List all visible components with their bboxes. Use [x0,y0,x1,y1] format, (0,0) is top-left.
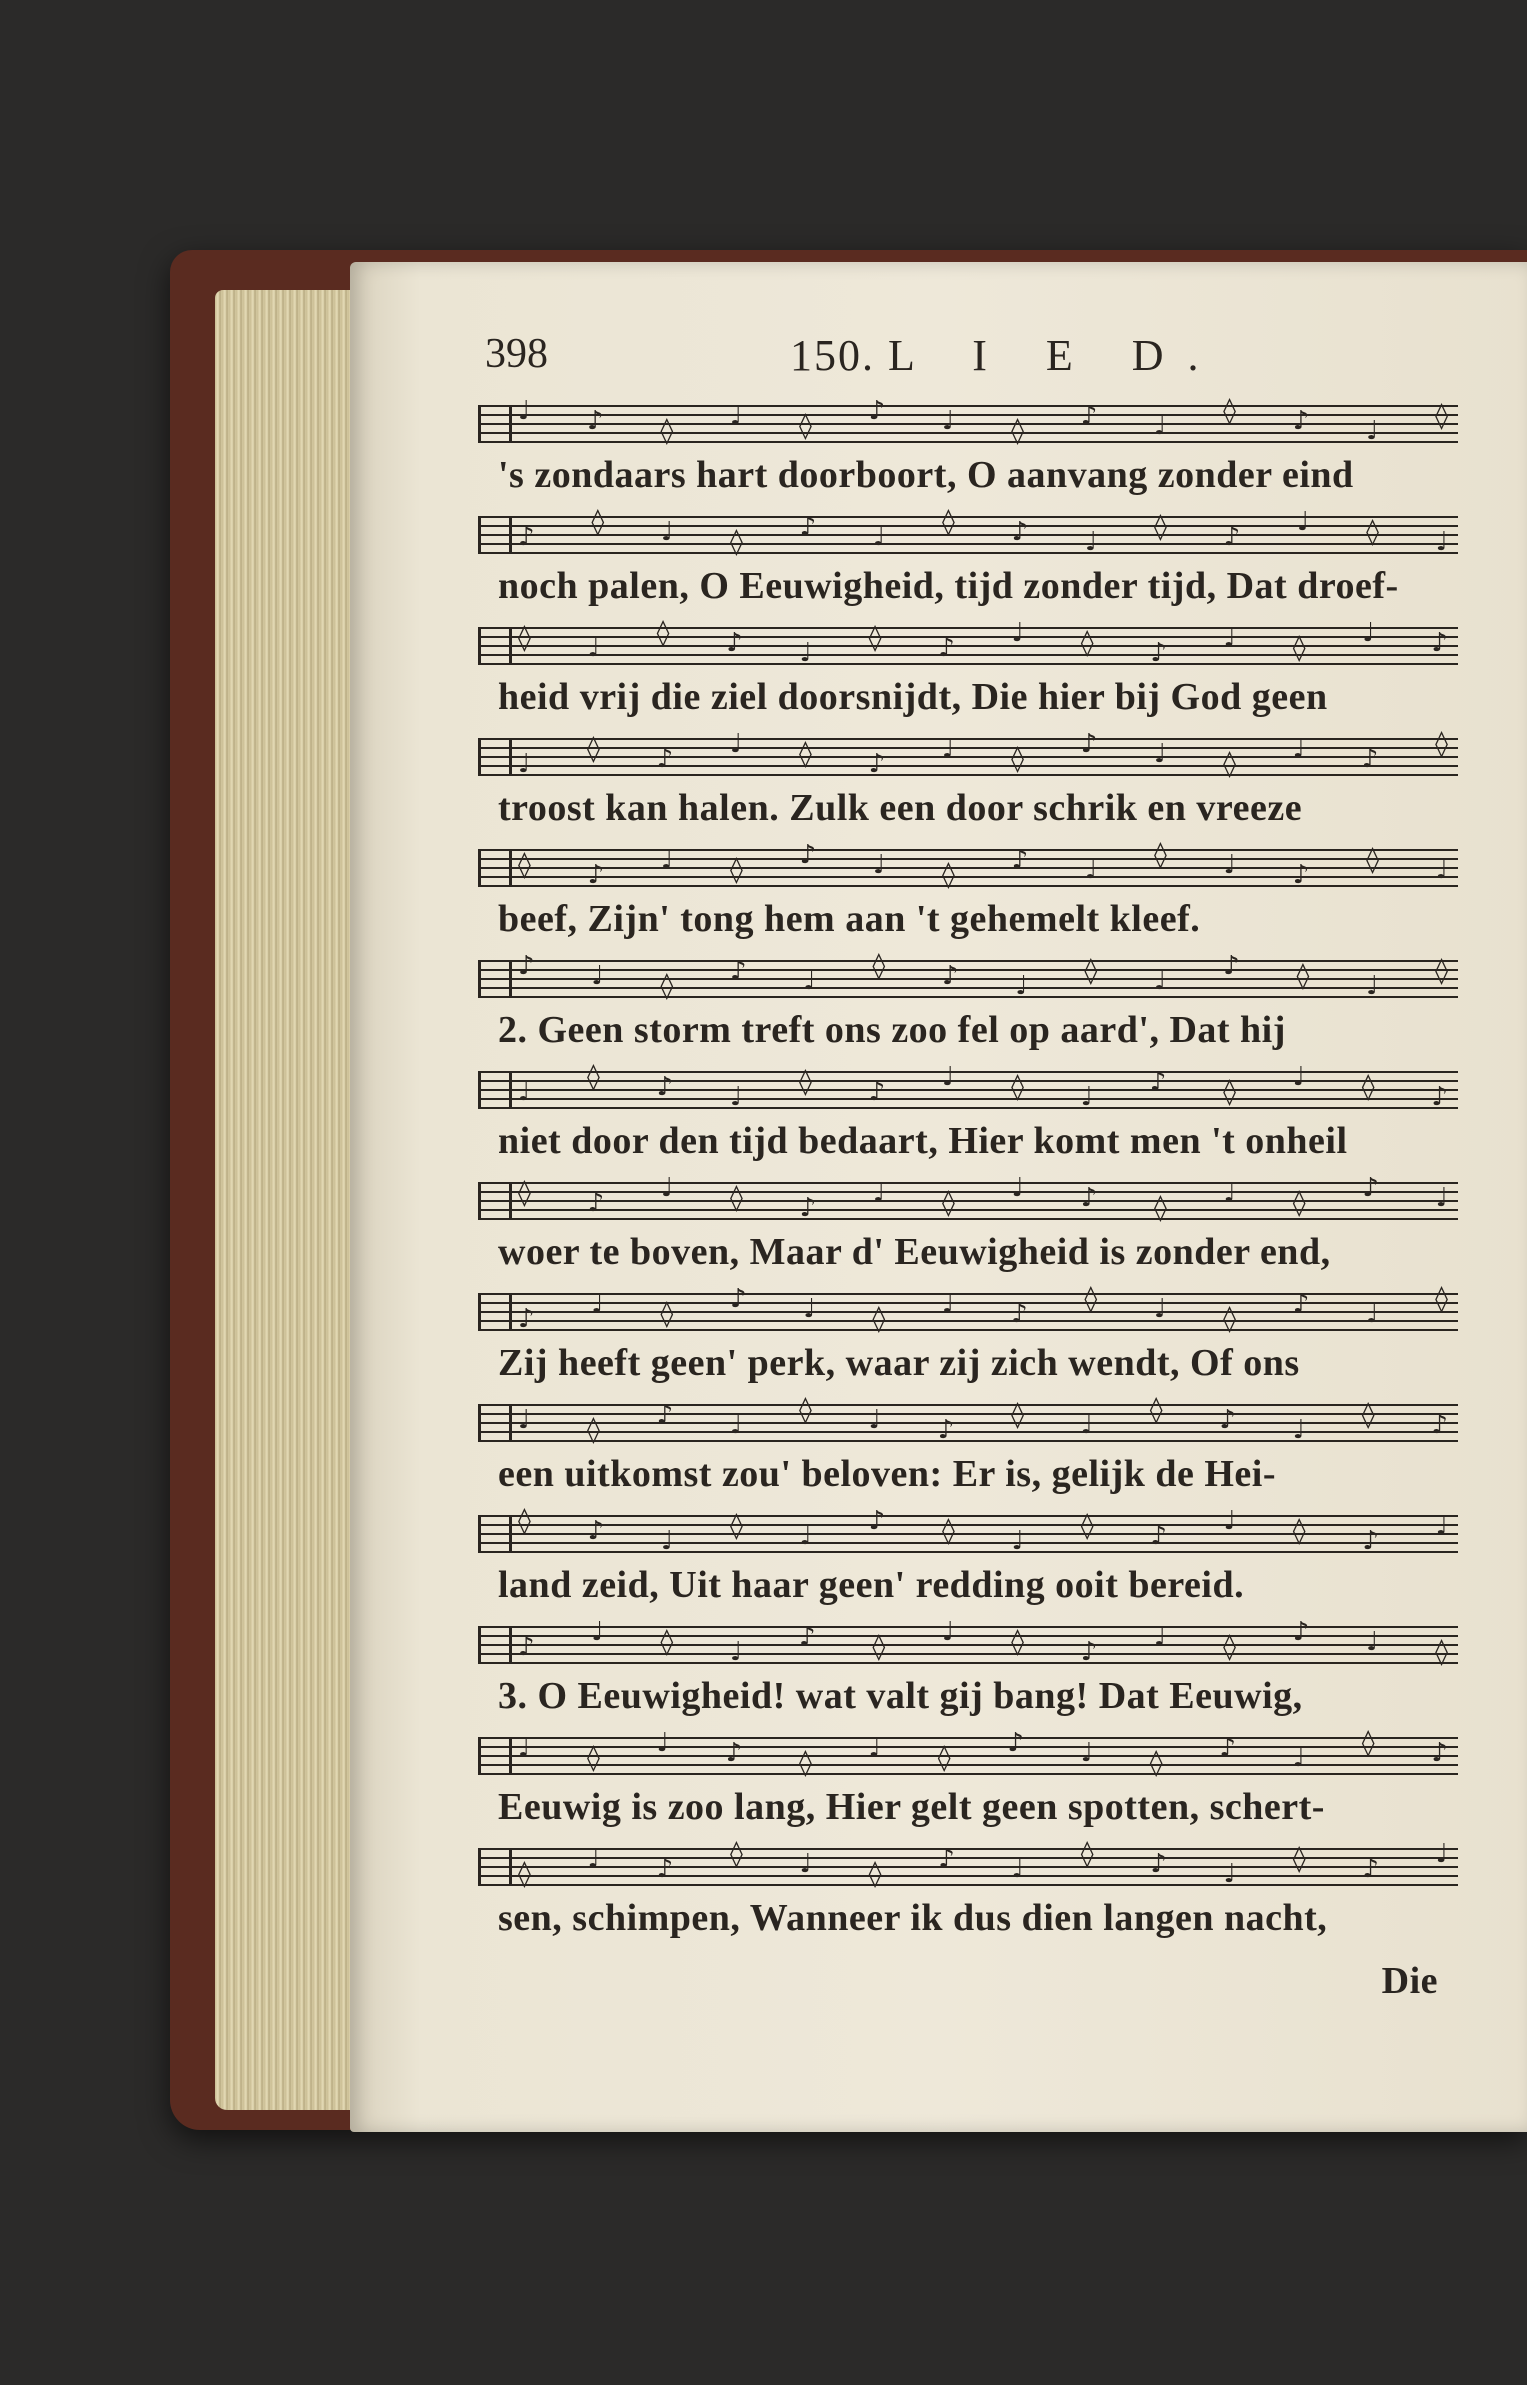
note-icon: ◊ [868,623,882,653]
note-icon: ◊ [587,734,600,764]
note-icon: ◊ [1149,1748,1163,1778]
note-icon: ♩ [1080,1410,1093,1440]
note-icon: ♪ [1431,1410,1448,1440]
note-icon: ♩ [1366,416,1379,446]
note-icon: ♩ [1085,527,1098,557]
note-icon: ◊ [1435,401,1448,431]
music-staff [478,1839,1458,1889]
staff-notes [518,391,1448,451]
lyric-line: 's zondaars hart doorboort, O aanvang zonder eind [498,454,1354,496]
note-icon: ◊ [518,1506,531,1536]
lyric-line: Zij heeft geen' perk, waar zij zich wendt, Of ons [498,1342,1300,1384]
hymn-heading [790,330,1223,381]
music-staff [478,1284,1458,1334]
staff-notes [518,724,1448,784]
lyric-line: troost kan halen. Zulk een door schrik en vreeze [498,787,1303,829]
note-icon: ♩ [1292,1415,1305,1445]
note-icon: ◊ [518,623,531,653]
note-icon: ◊ [1366,845,1379,875]
note-icon: ♪ [1080,401,1098,431]
staff-notes [518,1723,1448,1783]
note-icon: ♩ [1154,966,1167,996]
note-icon: ♩ [1011,1173,1024,1203]
note-icon: ♩ [799,638,812,668]
lyric-line: beef, Zijn' tong hem aan 't gehemelt kleef. [498,898,1201,940]
note-icon: ♩ [1292,1743,1305,1773]
note-icon: ♩ [518,396,531,426]
staff-notes [518,1390,1448,1450]
note-icon: ◊ [872,951,886,981]
note-icon: ♪ [518,522,535,552]
note-icon: ♪ [1007,1728,1024,1758]
music-staff [478,1062,1458,1112]
note-icon: ◊ [660,416,674,446]
hymn-title: L I E D. [888,331,1223,380]
staff-notes [518,1168,1448,1228]
music-staff [478,396,1458,446]
note-icon: ◊ [872,1304,886,1334]
note-icon: ♩ [873,1178,886,1208]
note-icon: ♪ [1292,1617,1310,1647]
note-icon: ♪ [868,749,886,779]
note-icon: ♩ [799,1521,812,1551]
note-icon: ♪ [1011,1299,1028,1329]
note-icon: ♩ [799,1849,812,1879]
note-icon: ♩ [1223,1859,1236,1889]
note-icon: ◊ [872,1632,886,1662]
note-icon: ♩ [1366,971,1379,1001]
note-icon: ♩ [591,1617,604,1647]
note-icon: ♩ [1154,1622,1167,1652]
page-number: 398 [485,331,548,377]
note-icon: ◊ [937,1743,951,1773]
lyric-line: woer te boven, Maar d' Eeuwigheid is zonder end, [498,1231,1331,1273]
note-icon: ♪ [1292,1289,1310,1319]
lyric-line: sen, schimpen, Wanneer ik dus dien langen nacht, [498,1897,1328,1939]
note-icon: ♪ [1431,628,1448,658]
note-icon: ♪ [1219,1733,1236,1763]
lyric-line: 3. O Eeuwigheid! wat valt gij bang! Dat Eeuwig, [498,1675,1303,1717]
note-icon: ◊ [1080,1511,1094,1541]
note-icon: ♩ [518,1733,531,1763]
note-icon: ◊ [799,1067,812,1097]
note-icon: ♪ [799,1193,817,1223]
catchword: Die [1381,1960,1438,2002]
note-icon: ◊ [518,850,531,880]
note-icon: ♪ [726,628,743,658]
note-icon: ◊ [730,1511,743,1541]
note-icon: ◊ [1154,512,1167,542]
note-icon: ♩ [873,522,886,552]
staff-notes [518,835,1448,895]
note-icon: ◊ [730,1839,743,1869]
note-icon: ◊ [1154,1193,1167,1223]
note-icon: ♩ [1223,623,1236,653]
music-staff [478,1506,1458,1556]
note-icon: ♪ [587,406,604,436]
note-icon: ◊ [591,507,605,537]
note-icon: ◊ [660,1299,674,1329]
lyric-line: een uitkomst zou' beloven: Er is, gelijk de Hei- [498,1453,1276,1495]
note-icon: ♪ [1223,951,1240,981]
note-icon: ◊ [518,1178,531,1208]
note-icon: ◊ [1296,961,1310,991]
note-icon: ◊ [1292,633,1306,663]
staff-notes [518,1612,1448,1672]
note-icon: ♪ [938,1844,955,1874]
note-icon: ◊ [868,1859,882,1889]
note-icon: ♩ [660,845,674,875]
note-icon: ♪ [1292,406,1310,436]
note-icon: ♩ [1154,739,1167,769]
note-icon: ♪ [1361,744,1379,774]
music-staff [478,1617,1458,1667]
note-icon: ♩ [660,517,674,547]
staff-notes [518,1834,1448,1894]
note-icon: ◊ [1011,416,1024,446]
note-icon: ◊ [799,739,812,769]
staff-notes [518,1057,1448,1117]
note-icon: ♩ [1085,855,1098,885]
note-icon: ◊ [1223,1632,1236,1662]
note-icon: ♪ [799,840,817,870]
note-icon: ♩ [1292,1062,1305,1092]
note-icon: ◊ [1084,1284,1098,1314]
note-icon: ◊ [1361,1400,1375,1430]
music-score [478,396,1458,2005]
note-icon: ◊ [1435,1284,1448,1314]
note-icon: ♪ [1362,1854,1379,1884]
note-icon: ♩ [1154,1294,1167,1324]
note-icon: ♪ [1150,1521,1167,1551]
note-icon: ♩ [518,749,531,779]
staff-notes [518,1279,1448,1339]
note-icon: ♩ [868,1733,881,1763]
note-icon: ♪ [1292,860,1310,890]
lyric-line: heid vrij die ziel doorsnijdt, Die hier bij God geen [498,676,1328,718]
note-icon: ◊ [942,1188,955,1218]
note-icon: ♩ [1080,1082,1093,1112]
note-icon: ♪ [518,1632,535,1662]
note-icon: ◊ [1435,1637,1448,1667]
note-icon: ♩ [1011,618,1024,648]
note-icon: ♩ [587,633,600,663]
note-icon: ◊ [1011,744,1024,774]
note-icon: ♩ [1435,527,1448,557]
note-icon: ◊ [1292,1516,1306,1546]
note-icon: ♪ [587,1516,605,1546]
note-icon: ♩ [942,1289,955,1319]
note-icon: ♪ [1219,1405,1236,1435]
note-icon: ♩ [1080,1738,1093,1768]
note-icon: ◊ [1435,729,1448,759]
note-icon: ◊ [587,1743,600,1773]
note-icon: ♪ [1149,1067,1167,1097]
note-icon: ◊ [1223,396,1236,426]
note-icon: ♩ [730,1082,743,1112]
note-icon: ♩ [660,1173,674,1203]
note-icon: ♩ [1435,1511,1448,1541]
music-staff [478,1395,1458,1445]
staff-notes [518,502,1448,562]
note-icon: ♩ [591,961,604,991]
note-icon: ♩ [1011,1854,1024,1884]
note-icon: ♪ [1011,517,1029,547]
note-icon: ♪ [938,633,955,663]
note-icon: ◊ [730,855,743,885]
note-icon: ♪ [1362,1173,1379,1203]
note-icon: ♩ [730,1637,743,1667]
note-icon: ◊ [1084,956,1098,986]
music-staff [478,840,1458,890]
note-icon: ♩ [1435,855,1448,885]
staff-notes [518,613,1448,673]
note-icon: ♩ [587,1844,600,1874]
note-icon: ♩ [942,406,955,436]
note-icon: ♩ [1011,1526,1024,1556]
note-icon: ◊ [799,1395,812,1425]
note-icon: ♩ [1223,850,1236,880]
note-icon: ◊ [1223,1304,1236,1334]
note-icon: ◊ [1149,1395,1163,1425]
lyric-line: niet door den tijd bedaart, Hier komt men 't onheil [498,1120,1348,1162]
page-header [485,330,1455,400]
note-icon: ♪ [1150,638,1167,668]
staff-notes [518,946,1448,1006]
note-icon: ♪ [725,1738,743,1768]
music-staff [478,1173,1458,1223]
note-icon: ◊ [1011,1627,1024,1657]
lyric-line: 2. Geen storm treft ons zoo fel op aard', Dat hij [498,1009,1286,1051]
note-icon: ◊ [1223,1077,1236,1107]
note-icon: ♩ [942,1617,955,1647]
note-icon: ♩ [518,1405,531,1435]
note-icon: ♪ [1150,1849,1167,1879]
note-icon: ♪ [587,860,605,890]
note-icon: ♩ [1362,618,1375,648]
note-icon: ♪ [518,1304,535,1334]
note-icon: ♩ [518,1077,531,1107]
note-icon: ♪ [1080,1637,1098,1667]
note-icon: ◊ [942,860,955,890]
music-staff [478,1728,1458,1778]
note-icon: ◊ [1292,1844,1306,1874]
note-icon: ♩ [1292,734,1305,764]
lyric-line: Eeuwig is zoo lang, Hier gelt geen spotten, schert- [498,1786,1325,1828]
note-icon: ♪ [730,1284,747,1314]
note-icon: ◊ [1011,1400,1024,1430]
music-staff [478,729,1458,779]
note-icon: ♩ [1435,1839,1448,1869]
note-icon: ◊ [942,507,955,537]
note-icon: ♪ [587,1188,605,1218]
note-icon: ◊ [1361,1728,1375,1758]
music-staff [478,507,1458,557]
note-icon: ♪ [1080,729,1098,759]
music-staff [478,618,1458,668]
note-icon: ♪ [868,1077,886,1107]
note-icon: ♪ [937,1415,955,1445]
note-icon: ◊ [1223,749,1236,779]
note-icon: ◊ [1154,840,1167,870]
note-icon: ◊ [1435,956,1448,986]
music-staff [478,951,1458,1001]
note-icon: ♩ [1015,971,1028,1001]
note-icon: ♪ [1431,1082,1448,1112]
note-icon: ♪ [868,396,886,426]
note-icon: ♩ [873,850,886,880]
note-icon: ◊ [942,1516,955,1546]
note-icon: ◊ [730,1183,743,1213]
note-icon: ♪ [1080,1183,1098,1213]
note-icon: ♩ [868,1405,881,1435]
note-icon: ♩ [942,1062,955,1092]
lyric-line: noch palen, O Eeuwigheid, tijd zonder tijd, Dat droef- [498,565,1399,607]
note-icon: ◊ [799,411,812,441]
note-icon: ♪ [656,1072,674,1102]
note-icon: ♩ [1223,1506,1236,1536]
note-icon: ◊ [1366,517,1379,547]
note-icon: ♩ [942,734,955,764]
note-icon: ♩ [1223,1178,1236,1208]
note-icon: ◊ [1080,1839,1094,1869]
note-icon: ♩ [656,1728,669,1758]
note-icon: ◊ [660,971,674,1001]
note-icon: ◊ [1292,1188,1306,1218]
note-icon: ♩ [1435,1183,1448,1213]
note-icon: ♩ [730,401,743,431]
note-icon: ♪ [799,512,817,542]
note-icon: ♪ [1431,1738,1448,1768]
note-icon: ◊ [799,1748,812,1778]
lyric-line: land zeid, Uit haar geen' redding ooit bereid. [498,1564,1245,1606]
note-icon: ◊ [518,1859,531,1889]
hymn-number: 150. [790,331,875,380]
note-icon: ◊ [1011,1072,1024,1102]
note-icon: ♪ [1223,522,1241,552]
note-icon: ◊ [1080,628,1094,658]
note-icon: ◊ [587,1415,600,1445]
note-icon: ♩ [730,1410,743,1440]
note-icon: ♪ [868,1506,886,1536]
note-icon: ♩ [660,1526,674,1556]
note-icon: ◊ [1361,1072,1375,1102]
note-icon: ♪ [799,1622,816,1652]
note-icon: ♪ [656,1854,674,1884]
note-icon: ♪ [656,1400,674,1430]
note-icon: ◊ [730,527,743,557]
note-icon: ♩ [1366,1299,1379,1329]
note-icon: ♪ [942,961,959,991]
note-icon: ♩ [730,729,743,759]
note-icon: ♪ [1362,1526,1379,1556]
note-icon: ♪ [518,951,535,981]
note-icon: ♪ [730,956,747,986]
note-icon: ◊ [587,1062,600,1092]
note-icon: ◊ [660,1627,674,1657]
note-icon: ♩ [591,1289,604,1319]
note-icon: ♪ [656,744,674,774]
staff-notes [518,1501,1448,1561]
note-icon: ♪ [1011,845,1029,875]
note-icon: ♩ [803,1294,816,1324]
note-icon: ♩ [803,966,816,996]
note-icon: ♩ [1366,1627,1379,1657]
note-icon: ♩ [1154,411,1167,441]
note-icon: ◊ [656,618,670,648]
note-icon: ♩ [1297,507,1310,537]
